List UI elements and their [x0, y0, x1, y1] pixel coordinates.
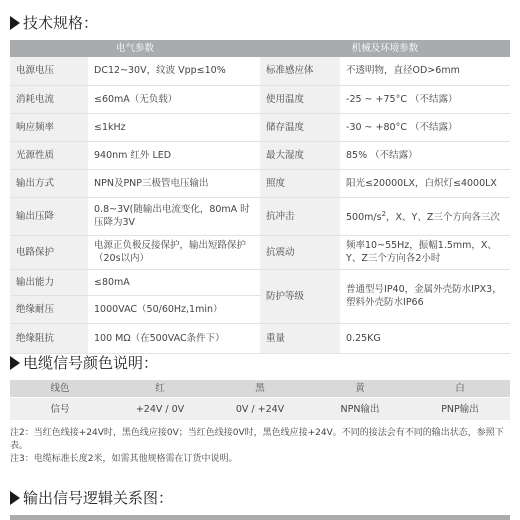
- spec-value: -30 ~ +80°C （不结露）: [340, 113, 510, 141]
- section-title-logic: [10, 487, 173, 508]
- spec-label: 光源性质: [10, 141, 88, 169]
- spec-label: 抗冲击: [260, 197, 340, 235]
- spec-value: 电源正负极反接保护，输出短路保护（20s以内）: [88, 235, 260, 269]
- table-cell: 信号: [10, 398, 110, 421]
- table-row: [10, 141, 510, 169]
- spec-value: 0.8~3V(随输出电流变化，80mA 时压降为3V: [88, 197, 260, 235]
- spec-value: 100 MΩ（在500VAC条件下）: [88, 323, 260, 353]
- section-title-text: 输出信号逻辑关系图：: [23, 489, 174, 507]
- spec-label: 绝缘阻抗: [10, 323, 88, 353]
- shock-value-main: 500m/s: [346, 212, 382, 224]
- triangle-bullet-icon: [10, 16, 20, 30]
- table-row: [10, 323, 510, 353]
- spec-label: 响应频率: [10, 113, 88, 141]
- notes: [10, 427, 508, 466]
- shock-value-exponent: 2: [381, 209, 387, 218]
- spec-table-header: [10, 40, 510, 57]
- note-2: 注2：当红色线接+24V时，黑色线应接0V；当红色线接0V时，黑色线应接+24V。不同的接法会有不同的输出状态，参照下表。: [10, 428, 504, 451]
- table-row: [10, 197, 510, 235]
- spec-label: 绝缘耐压: [10, 295, 88, 323]
- spec-label: 电路保护: [10, 235, 88, 269]
- table-header-bar: [10, 515, 510, 520]
- spec-value: DC12~30V，纹波 Vpp≤10%: [88, 57, 260, 85]
- spec-label: 消耗电流: [10, 85, 88, 113]
- spec-label: 标准感应体: [260, 57, 340, 85]
- spec-table: [10, 40, 510, 354]
- spec-value: 频率10~55Hz，振幅1.5mm，X、Y、Z三个方向各2小时: [340, 235, 510, 269]
- spec-value: NPN及PNP三极管电压输出: [88, 169, 260, 197]
- spec-label: 抗震动: [260, 235, 340, 269]
- column-header: 白: [410, 380, 510, 398]
- table-row: [10, 235, 510, 269]
- table-row: [10, 398, 510, 421]
- spec-value: ≤80mA: [88, 269, 260, 295]
- spec-label: 最大湿度: [260, 141, 340, 169]
- note-3: 注3：电缆标准长度2米，如需其他规格需在订货中说明。: [10, 454, 238, 464]
- shock-value-suffix: ，X、Y、Z三个方向各三次: [386, 212, 500, 224]
- spec-label: 重量: [260, 323, 340, 353]
- spec-value: 940nm 红外 LED: [88, 141, 260, 169]
- section-title-text: 技术规格：: [23, 14, 99, 32]
- column-header: 红: [110, 380, 210, 398]
- spec-label: 输出方式: [10, 169, 88, 197]
- table-cell: NPN输出: [310, 398, 410, 421]
- section-title-specs: [10, 12, 98, 33]
- spec-label: 照度: [260, 169, 340, 197]
- table-cell: 0V / +24V: [210, 398, 310, 421]
- table-row: [10, 169, 510, 197]
- table-row: [10, 269, 510, 295]
- table-row: [10, 113, 510, 141]
- electrical-params-header: 电气参数: [10, 40, 260, 57]
- spec-value: 阳光≤20000LX，白炽灯≤4000LX: [340, 169, 510, 197]
- spec-value: 85% （不结露）: [340, 141, 510, 169]
- spec-label: 电源电压: [10, 57, 88, 85]
- section-title-cable: [10, 352, 158, 373]
- column-header: 黄: [310, 380, 410, 398]
- triangle-bullet-icon: [10, 356, 20, 370]
- spec-value: [340, 197, 510, 235]
- cable-color-table: [10, 380, 510, 420]
- spec-value: 0.25KG: [340, 323, 510, 353]
- spec-value: -25 ~ +75°C （不结露）: [340, 85, 510, 113]
- spec-value: ≤60mA（无负载）: [88, 85, 260, 113]
- spec-value: 普通型号IP40，金属外壳防水IPX3，塑料外壳防水IP66: [340, 269, 510, 323]
- spec-label: 输出压降: [10, 197, 88, 235]
- column-header: 线色: [10, 380, 110, 398]
- mechanical-params-header: 机械及环境参数: [260, 40, 510, 57]
- cable-table-header: [10, 380, 510, 398]
- column-header: 黑: [210, 380, 310, 398]
- table-cell: +24V / 0V: [110, 398, 210, 421]
- table-cell: PNP输出: [410, 398, 510, 421]
- table-row: [10, 57, 510, 85]
- section-title-text: 电缆信号颜色说明：: [23, 354, 159, 372]
- triangle-bullet-icon: [10, 491, 20, 505]
- spec-value: 不透明物，直径OD>6mm: [340, 57, 510, 85]
- spec-label: 储存温度: [260, 113, 340, 141]
- spec-label: 输出能力: [10, 269, 88, 295]
- spec-label: 防护等级: [260, 269, 340, 323]
- table-row: [10, 85, 510, 113]
- spec-value: 1000VAC（50/60Hz,1min）: [88, 295, 260, 323]
- spec-value: ≤1kHz: [88, 113, 260, 141]
- spec-label: 使用温度: [260, 85, 340, 113]
